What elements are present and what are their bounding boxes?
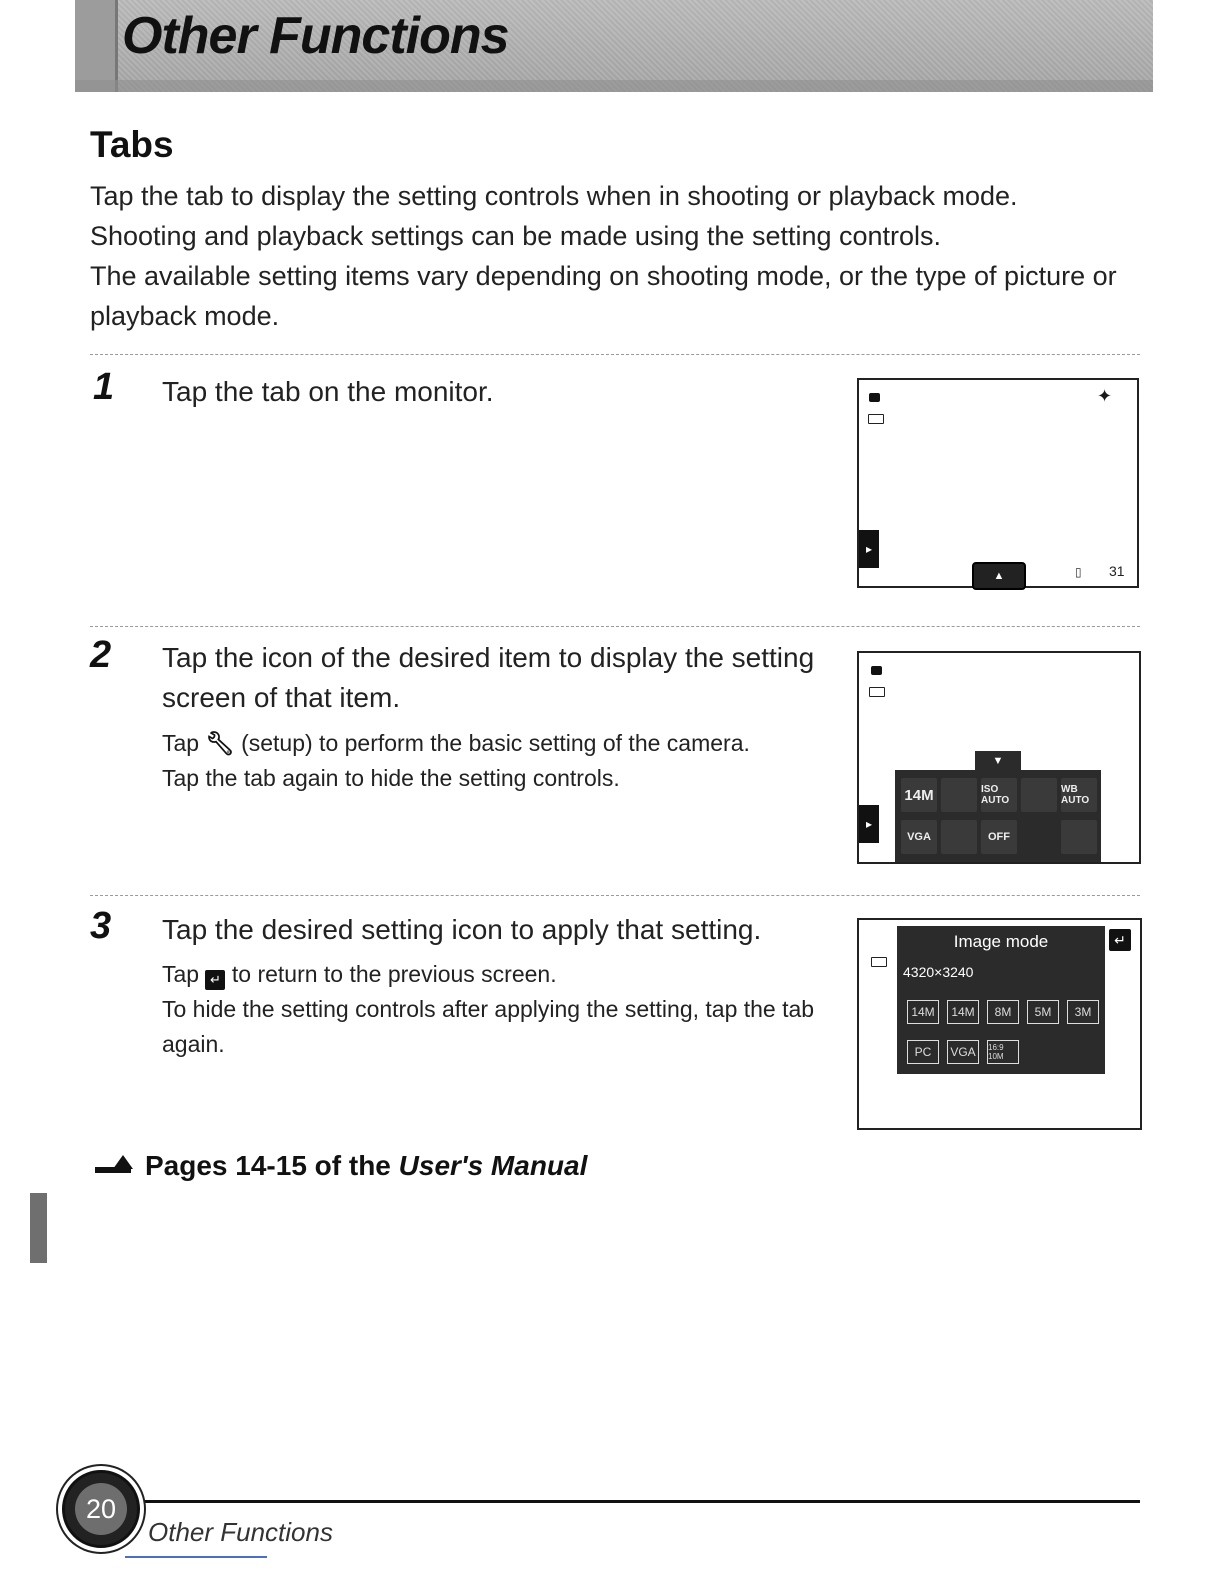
image-size-option[interactable]: 14M bbox=[947, 1000, 979, 1024]
step-body-line: Tap the tab again to hide the setting controls. bbox=[162, 765, 620, 791]
reference-prefix: Pages 14-15 of the bbox=[145, 1150, 391, 1181]
step-body-line: To hide the setting controls after applying the setting, tap the tab again. bbox=[162, 996, 815, 1057]
side-tab[interactable]: ▸ bbox=[859, 805, 879, 843]
movie-options-icon[interactable]: VGA bbox=[901, 820, 937, 854]
footer-rule bbox=[130, 1500, 1140, 1503]
reference-arrow-icon bbox=[95, 1159, 131, 1173]
step-title: Tap the desired setting icon to apply that setting. bbox=[162, 914, 762, 945]
chapter-side-marker bbox=[30, 1193, 47, 1263]
step-body-line bbox=[162, 957, 822, 992]
monitor-screen-3 bbox=[857, 918, 1142, 1130]
step-title: Tap the tab on the monitor. bbox=[162, 376, 494, 407]
step-number: 1 bbox=[93, 366, 115, 408]
reference-manual-title: User's Manual bbox=[398, 1150, 588, 1181]
step-body bbox=[162, 726, 822, 796]
bottom-tab[interactable]: ▲ bbox=[972, 562, 1026, 590]
camera-icon bbox=[869, 393, 880, 402]
image-mode-panel bbox=[897, 926, 1105, 1074]
body-suffix: (setup) to perform the basic setting of the camera. bbox=[241, 730, 750, 756]
intro-text bbox=[90, 176, 1150, 336]
monitor-screen-1 bbox=[857, 378, 1139, 588]
banner-bottom-strip bbox=[75, 80, 1153, 92]
step-number: 2 bbox=[90, 634, 112, 676]
banner-divider bbox=[115, 0, 118, 92]
manual-reference bbox=[95, 1150, 587, 1182]
step-body-line bbox=[162, 726, 822, 761]
frames-remaining: 31 bbox=[1109, 563, 1125, 579]
image-size-option[interactable]: VGA bbox=[947, 1040, 979, 1064]
image-size-option[interactable]: 16:9 10M bbox=[987, 1040, 1019, 1064]
banner-accent-bar bbox=[75, 0, 115, 92]
body-suffix: to return to the previous screen. bbox=[231, 961, 557, 987]
body-prefix: Tap bbox=[162, 730, 200, 756]
image-size-option[interactable]: PC bbox=[907, 1040, 939, 1064]
side-tab[interactable]: ▸ bbox=[859, 530, 879, 568]
step-title: Tap the icon of the desired item to display the setting screen of that item. bbox=[162, 642, 815, 713]
movie-af-icon[interactable] bbox=[941, 820, 977, 854]
footer-chapter-link[interactable]: Other Functions bbox=[148, 1517, 333, 1547]
header-banner bbox=[75, 0, 1153, 92]
page-number: 20 bbox=[75, 1483, 127, 1535]
vibration-reduction-icon: ✦ bbox=[1097, 386, 1113, 406]
divider bbox=[90, 354, 1140, 355]
white-balance-icon[interactable]: WB AUTO bbox=[1061, 778, 1097, 812]
camera-icon bbox=[871, 666, 882, 675]
iso-sensitivity-icon[interactable]: ISO AUTO bbox=[981, 778, 1017, 812]
image-size-option[interactable]: 8M bbox=[987, 1000, 1019, 1024]
touch-shooting-icon[interactable] bbox=[941, 778, 977, 812]
collapse-tab[interactable]: ▼ bbox=[975, 751, 1021, 771]
battery-icon bbox=[871, 957, 887, 967]
setup-wrench-icon[interactable] bbox=[1061, 820, 1097, 854]
image-size-option[interactable]: 3M bbox=[1067, 1000, 1099, 1024]
battery-icon bbox=[868, 414, 884, 424]
back-button[interactable]: ↵ bbox=[1109, 929, 1131, 951]
monitor-screen-2 bbox=[857, 651, 1141, 864]
image-mode-title: Image mode bbox=[953, 932, 1049, 951]
intro-line-1: Tap the tab to display the setting controls when in shooting or playback mode. bbox=[90, 181, 1018, 211]
image-resolution: 4320×3240 bbox=[903, 964, 974, 980]
footer-link-underline bbox=[125, 1556, 267, 1558]
setting-controls-panel bbox=[895, 770, 1101, 862]
step-number: 3 bbox=[90, 905, 112, 947]
battery-icon bbox=[869, 687, 885, 697]
wind-noise-icon[interactable]: OFF bbox=[981, 820, 1017, 854]
wrench-icon: 🔧︎ bbox=[205, 730, 235, 756]
image-size-option[interactable]: 5M bbox=[1027, 1000, 1059, 1024]
chapter-title: Other Functions bbox=[122, 7, 509, 65]
body-prefix: Tap bbox=[162, 961, 200, 987]
continuous-icon[interactable] bbox=[1021, 778, 1057, 812]
intro-line-2: Shooting and playback settings can be made using the setting controls. bbox=[90, 221, 942, 251]
intro-line-3: The available setting items vary depending on shooting mode, or the type of picture or playback mode. bbox=[90, 261, 1117, 331]
image-mode-icon[interactable]: 14M bbox=[901, 778, 937, 812]
divider bbox=[90, 895, 1140, 896]
step-body bbox=[162, 957, 822, 1062]
image-size-option[interactable]: 14M bbox=[907, 1000, 939, 1024]
section-title: Tabs bbox=[90, 124, 174, 165]
back-icon: ↵ bbox=[205, 970, 225, 990]
memory-icon: ▯ bbox=[1075, 565, 1082, 579]
page-number-badge bbox=[62, 1470, 140, 1548]
divider bbox=[90, 626, 1140, 627]
